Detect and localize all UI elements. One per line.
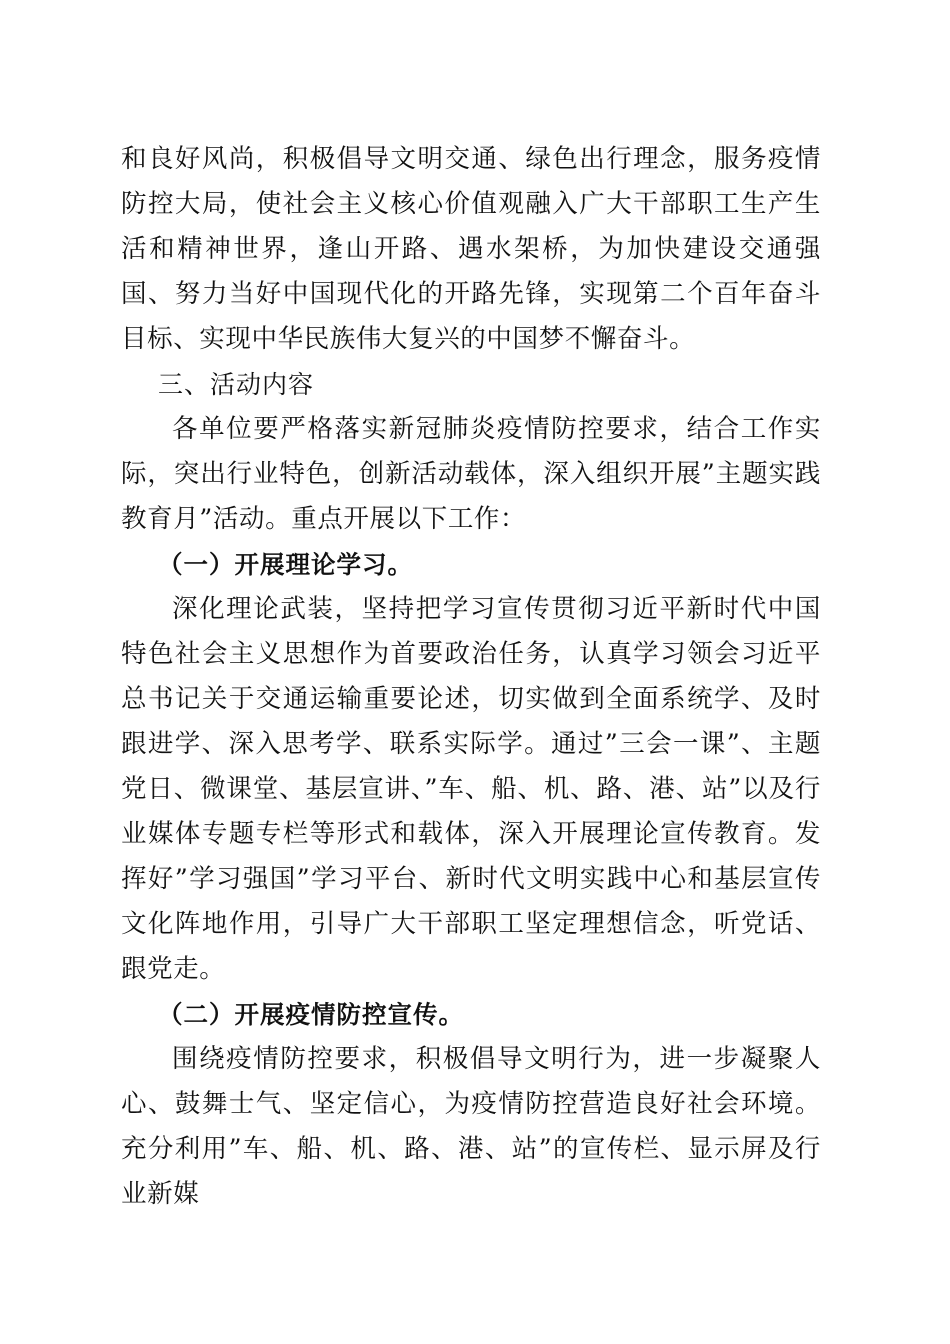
paragraph-epidemic-publicity: 围绕疫情防控要求，积极倡导文明行为，进一步凝聚人心、鼓舞士气、坚定信心，为疫情防控营造良好社会环境。充分利用”车、船、机、路、港、站”的宣传栏、显示屏及行业新媒 [121, 1044, 821, 1209]
section-heading-activity-content: 三、活动内容 [158, 370, 315, 399]
subsection-heading-epidemic-publicity: （二）开展疫情防控宣传。 [158, 1000, 464, 1029]
paragraph-continuation: 和良好风尚，积极倡导文明交通、绿色出行理念，服务疫情防控大局，使社会主义核心价值观融入广大干部职工生产生活和精神世界，逢山开路、遇水架桥，为加快建设交通强国、努力当好中国现代化的开路先锋，实现第二个百年奋斗目标、实现中华民族伟大复兴的中国梦不懈奋斗。 [121, 144, 821, 354]
document-body [121, 137, 821, 1217]
paragraph-activity-intro: 各单位要严格落实新冠肺炎疫情防控要求，结合工作实际，突出行业特色，创新活动载体，深入组织开展”主题实践教育月”活动。重点开展以下工作： [121, 414, 821, 534]
paragraph-theory-study: 深化理论武装，坚持把学习宣传贯彻习近平新时代中国特色社会主义思想作为首要政治任务，认真学习领会习近平总书记关于交通运输重要论述，切实做到全面系统学、及时跟进学、深入思考学、联系实际学。通过”三会一课”、主题党日、微课堂、基层宣讲、”车、船、机、路、港、站”以及行业媒体专题专栏等形式和载体，深入开展理论宣传教育。发挥好”学习强国”学习平台、新时代文明实践中心和基层宣传文化阵地作用，引导广大干部职工坚定理想信念，听党话、跟党走。 [121, 594, 821, 984]
subsection-heading-theory-study: （一）开展理论学习。 [158, 550, 413, 579]
